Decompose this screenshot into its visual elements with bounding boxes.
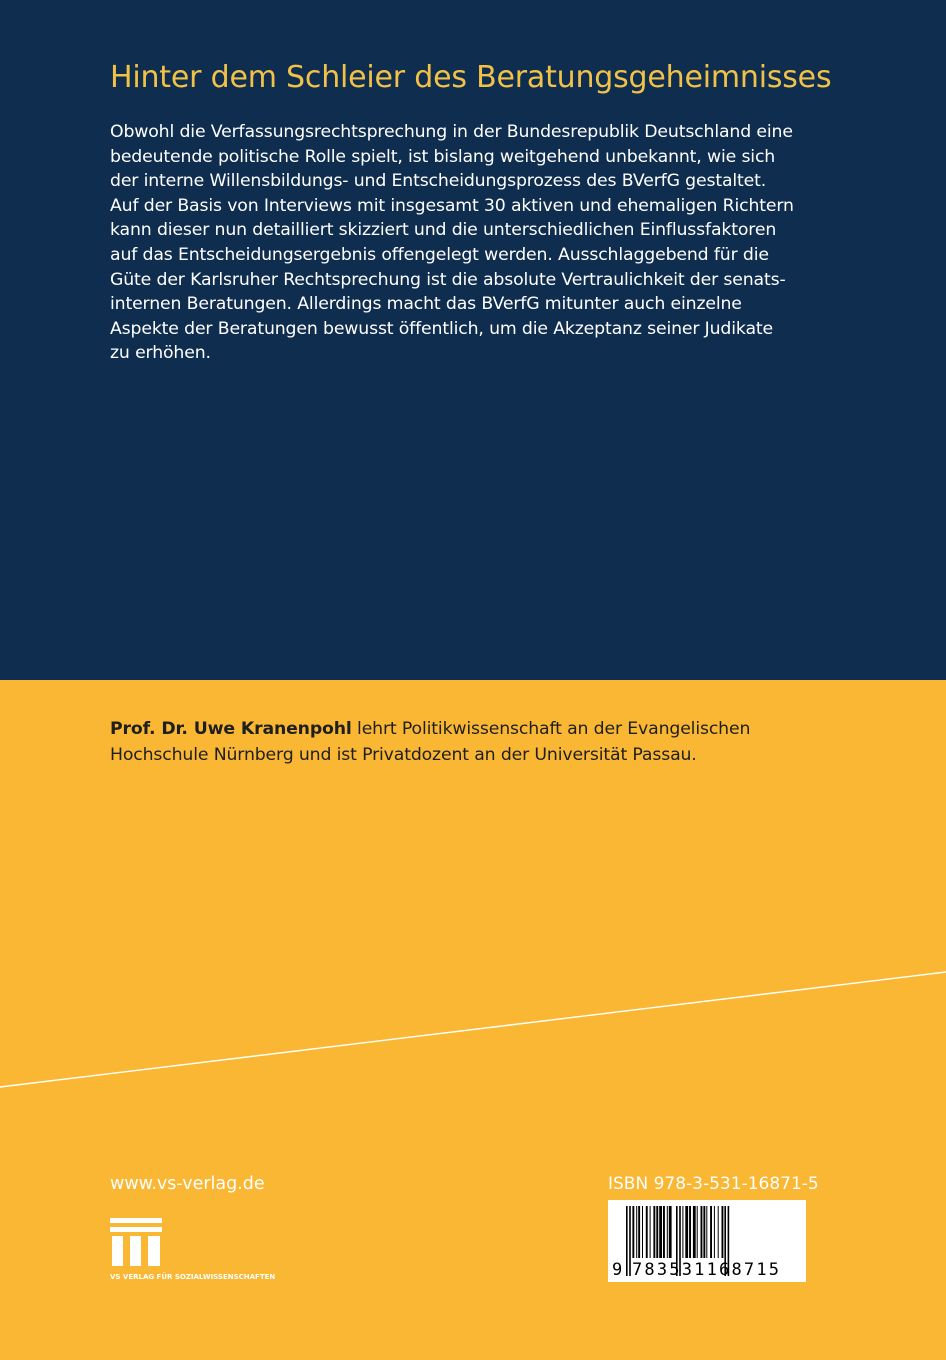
barcode-bar bbox=[710, 1206, 712, 1258]
barcode-bar bbox=[685, 1206, 688, 1258]
barcode-bar bbox=[697, 1206, 698, 1258]
barcode-first-digit: 9 bbox=[612, 1260, 623, 1280]
blurb-line: kann dieser nun detailliert skizziert und die unterschiedlichen Einflussfaktoren bbox=[110, 220, 777, 241]
blurb-line: bedeutende politische Rolle spielt, ist bislang weitgehend unbekannt, wie sich bbox=[110, 146, 776, 167]
publisher-website: www.vs-verlag.de bbox=[110, 1174, 265, 1194]
blurb-line: zu erhöhen. bbox=[110, 343, 211, 364]
barcode-bar bbox=[632, 1206, 634, 1258]
author-name: Prof. Dr. Uwe Kranenpohl bbox=[110, 719, 352, 739]
blurb-line: der interne Willensbildungs- und Entscheidungsprozess des BVerfG gestaltet. bbox=[110, 171, 767, 192]
isbn-number: ISBN 978-3-531-16871-5 bbox=[608, 1174, 819, 1194]
barcode-bar bbox=[703, 1206, 705, 1258]
author-bio bbox=[110, 716, 840, 768]
barcode-bar bbox=[656, 1206, 658, 1258]
barcode-digit-group: 783531168715 bbox=[632, 1260, 782, 1280]
publisher-logo-text: VS VERLAG FÜR SOZIALWISSENSCHAFTEN bbox=[110, 1273, 276, 1281]
blurb-line: Güte der Karlsruher Rechtsprechung ist die absolute Vertraulichkeit der senats- bbox=[110, 269, 786, 290]
barcode-bar bbox=[714, 1206, 715, 1258]
barcode-bar bbox=[706, 1206, 707, 1258]
barcode-digits bbox=[608, 1258, 806, 1282]
barcode-bar bbox=[659, 1206, 662, 1258]
barcode-bar bbox=[653, 1206, 655, 1258]
publisher-logo bbox=[110, 1218, 310, 1288]
barcode-bar bbox=[642, 1206, 643, 1258]
author-bio-text: lehrt Politikwissenschaft an der Evangelischen bbox=[351, 719, 751, 739]
barcode-bar bbox=[663, 1206, 665, 1258]
author-bio-line: Hochschule Nürnberg und ist Privatdozent an der Universität Passau. bbox=[110, 745, 697, 765]
blurb-line: Obwohl die Verfassungsrechtsprechung in der Bundesrepublik Deutschland eine bbox=[110, 122, 793, 142]
barcode-bar bbox=[636, 1206, 637, 1258]
barcode-bar bbox=[682, 1206, 683, 1258]
barcode-bar bbox=[701, 1206, 703, 1258]
barcode-bar bbox=[718, 1206, 719, 1258]
author-bio-line bbox=[110, 716, 840, 742]
barcode-bar bbox=[722, 1206, 724, 1258]
barcode-bar bbox=[689, 1206, 691, 1258]
blurb-line: internen Beratungen. Allerdings macht das BVerfG mitunter auch einzelne bbox=[110, 294, 742, 315]
blurb-line: Aspekte der Beratungen bewusst öffentlich, um die Akzeptanz seiner Judikate bbox=[110, 318, 774, 339]
blurb-line: Auf der Basis von Interviews mit insgesamt 30 aktiven und ehemaligen Richtern bbox=[110, 195, 794, 216]
barcode-bar bbox=[650, 1206, 651, 1258]
blurb-text bbox=[110, 120, 822, 366]
barcode-bar bbox=[667, 1206, 668, 1258]
barcode-bar bbox=[693, 1206, 696, 1258]
book-title: Hinter dem Schleier des Beratungsgeheimnisses bbox=[110, 60, 832, 95]
barcode-bar bbox=[638, 1206, 640, 1258]
barcode-bar bbox=[669, 1206, 672, 1258]
barcode-bar bbox=[646, 1206, 648, 1258]
blurb-line: auf das Entscheidungsergebnis offengelegt werden. Ausschlaggebend für die bbox=[110, 244, 769, 265]
